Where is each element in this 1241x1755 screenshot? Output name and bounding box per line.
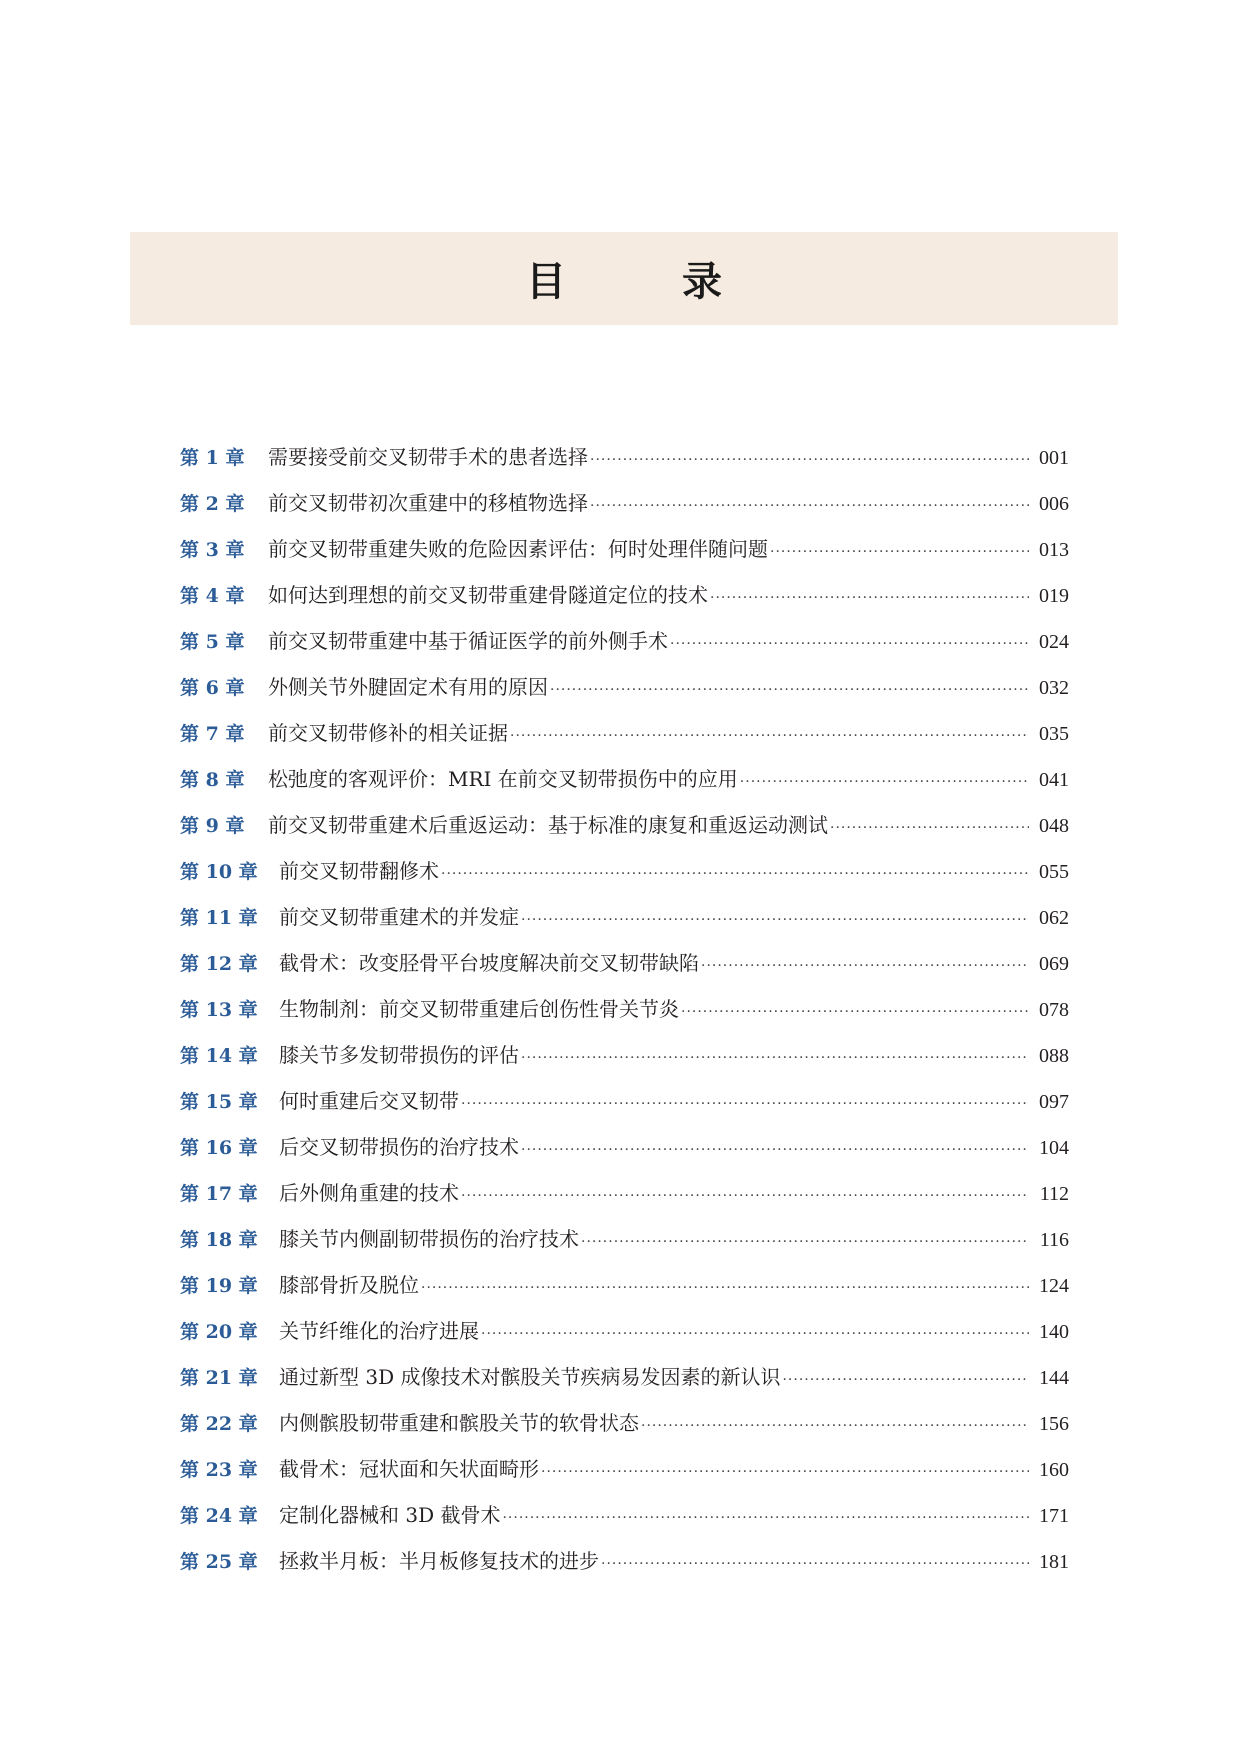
toc-entry[interactable] [180,1078,1069,1124]
page-number: 144 [1039,1367,1069,1389]
chapter-label: 第 14 章 [180,1045,258,1067]
toc-entry[interactable] [180,802,1069,848]
table-of-contents [180,434,1069,1584]
toc-entry[interactable] [180,1216,1069,1262]
toc-entry[interactable] [180,572,1069,618]
chapter-label: 第 15 章 [180,1091,258,1113]
toc-entry[interactable] [180,1032,1069,1078]
chapter-label: 第 22 章 [180,1413,258,1435]
page-title: 目 录 [526,258,760,305]
page-number: 069 [1039,953,1069,975]
toc-entry[interactable] [180,1492,1069,1538]
dot-leader [510,713,1029,759]
chapter-label: 第 11 章 [180,907,258,929]
dot-leader [710,575,1029,621]
page-number: 124 [1039,1275,1069,1297]
chapter-label: 第 2 章 [180,493,245,515]
page-number: 160 [1039,1459,1069,1481]
page-number: 088 [1039,1045,1069,1067]
chapter-title: 后交叉韧带损伤的治疗技术 [279,1135,519,1159]
chapter-label: 第 17 章 [180,1183,258,1205]
toc-entry[interactable] [180,664,1069,710]
toc-entry[interactable] [180,1124,1069,1170]
page-number: 019 [1039,585,1069,607]
page-number: 048 [1039,815,1069,837]
page-number: 062 [1039,907,1069,929]
dot-leader [590,483,1029,529]
toc-entry[interactable] [180,894,1069,940]
chapter-title: 通过新型 3D 成像技术对髌股关节疾病易发因素的新认识 [279,1365,781,1389]
page-number: 116 [1039,1229,1069,1251]
dot-leader [441,851,1029,897]
chapter-title: 需要接受前交叉韧带手术的患者选择 [268,445,588,469]
dot-leader [461,1173,1029,1219]
dot-leader [830,805,1029,851]
dot-leader [641,1403,1029,1449]
chapter-label: 第 20 章 [180,1321,258,1343]
dot-leader [481,1311,1029,1357]
dot-leader [521,1035,1029,1081]
dot-leader [701,943,1029,989]
chapter-title: 前交叉韧带重建术的并发症 [279,905,519,929]
chapter-label: 第 9 章 [180,815,245,837]
dot-leader [740,759,1029,805]
toc-title-band [130,232,1118,325]
chapter-label: 第 25 章 [180,1551,258,1573]
dot-leader [461,1081,1029,1127]
page-number: 041 [1039,769,1069,791]
chapter-label: 第 24 章 [180,1505,258,1527]
chapter-label: 第 23 章 [180,1459,258,1481]
toc-entry[interactable] [180,756,1069,802]
chapter-title: 截骨术：冠状面和矢状面畸形 [279,1457,539,1481]
dot-leader [590,437,1029,483]
page-number: 032 [1039,677,1069,699]
chapter-label: 第 3 章 [180,539,245,561]
toc-entry[interactable] [180,710,1069,756]
toc-entry[interactable] [180,1308,1069,1354]
toc-entry[interactable] [180,986,1069,1032]
page-number: 097 [1039,1091,1069,1113]
page-number: 001 [1039,447,1069,469]
toc-entry[interactable] [180,618,1069,664]
toc-entry[interactable] [180,434,1069,480]
chapter-title: 定制化器械和 3D 截骨术 [279,1503,501,1527]
dot-leader [601,1541,1029,1587]
toc-entry[interactable] [180,1354,1069,1400]
chapter-label: 第 5 章 [180,631,245,653]
dot-leader [782,1357,1029,1403]
toc-entry[interactable] [180,1538,1069,1584]
chapter-title: 膝关节多发韧带损伤的评估 [279,1043,519,1067]
chapter-label: 第 1 章 [180,447,245,469]
chapter-label: 第 12 章 [180,953,258,975]
toc-entry[interactable] [180,526,1069,572]
chapter-label: 第 16 章 [180,1137,258,1159]
dot-leader [521,1127,1029,1173]
chapter-label: 第 21 章 [180,1367,258,1389]
page-number: 112 [1039,1183,1069,1205]
dot-leader [502,1495,1029,1541]
chapter-label: 第 10 章 [180,861,258,883]
chapter-label: 第 6 章 [180,677,245,699]
chapter-label: 第 4 章 [180,585,245,607]
page-number: 055 [1039,861,1069,883]
chapter-title: 如何达到理想的前交叉韧带重建骨隧道定位的技术 [268,583,708,607]
chapter-title: 关节纤维化的治疗进展 [279,1319,479,1343]
page-number: 078 [1039,999,1069,1021]
toc-entry[interactable] [180,940,1069,986]
chapter-title: 内侧髌股韧带重建和髌股关节的软骨状态 [279,1411,639,1435]
dot-leader [421,1265,1029,1311]
toc-entry[interactable] [180,480,1069,526]
chapter-title: 拯救半月板：半月板修复技术的进步 [279,1549,599,1573]
page-number: 013 [1039,539,1069,561]
toc-entry[interactable] [180,848,1069,894]
dot-leader [770,529,1029,575]
chapter-title: 前交叉韧带重建术后重返运动：基于标准的康复和重返运动测试 [268,813,828,837]
page-number: 171 [1039,1505,1069,1527]
page-number: 035 [1039,723,1069,745]
dot-leader [521,897,1029,943]
page-number: 006 [1039,493,1069,515]
chapter-title: 前交叉韧带翻修术 [279,859,439,883]
chapter-title: 松弛度的客观评价：MRI 在前交叉韧带损伤中的应用 [268,767,738,791]
chapter-title: 膝部骨折及脱位 [279,1273,419,1297]
chapter-label: 第 8 章 [180,769,245,791]
chapter-title: 生物制剂：前交叉韧带重建后创伤性骨关节炎 [279,997,679,1021]
page-number: 024 [1039,631,1069,653]
chapter-label: 第 13 章 [180,999,258,1021]
toc-entry[interactable] [180,1400,1069,1446]
dot-leader [550,667,1029,713]
page-number: 156 [1039,1413,1069,1435]
chapter-title: 前交叉韧带修补的相关证据 [268,721,508,745]
chapter-title: 前交叉韧带初次重建中的移植物选择 [268,491,588,515]
chapter-label: 第 7 章 [180,723,245,745]
chapter-title: 前交叉韧带重建中基于循证医学的前外侧手术 [268,629,668,653]
page-number: 104 [1039,1137,1069,1159]
chapter-label: 第 18 章 [180,1229,258,1251]
chapter-label: 第 19 章 [180,1275,258,1297]
dot-leader [681,989,1029,1035]
chapter-title: 何时重建后交叉韧带 [279,1089,459,1113]
toc-entry[interactable] [180,1446,1069,1492]
page-number: 140 [1039,1321,1069,1343]
chapter-title: 截骨术：改变胫骨平台坡度解决前交叉韧带缺陷 [279,951,699,975]
chapter-title: 外侧关节外腱固定术有用的原因 [268,675,548,699]
dot-leader [541,1449,1029,1495]
page-number: 181 [1039,1551,1069,1573]
toc-entry[interactable] [180,1170,1069,1216]
dot-leader [670,621,1029,667]
chapter-title: 膝关节内侧副韧带损伤的治疗技术 [279,1227,579,1251]
chapter-title: 后外侧角重建的技术 [279,1181,459,1205]
dot-leader [581,1219,1029,1265]
chapter-title: 前交叉韧带重建失败的危险因素评估：何时处理伴随问题 [268,537,768,561]
toc-entry[interactable] [180,1262,1069,1308]
